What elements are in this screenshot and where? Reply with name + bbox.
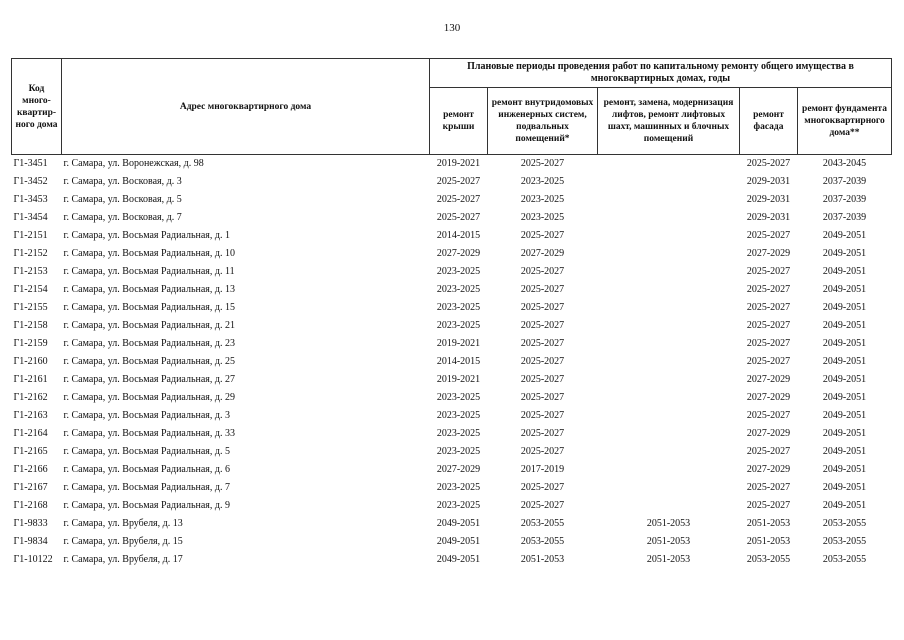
table-row (12, 371, 892, 389)
cell-systems: 2053-2055 (520, 518, 565, 529)
cell-facade: 2025-2027 (746, 410, 791, 421)
cell-roof: 2023-2025 (436, 320, 481, 331)
cell-foundation: 2053-2055 (822, 536, 867, 547)
cell-foundation: 2037-2039 (822, 176, 867, 187)
cell-elevators (598, 497, 740, 515)
cell-facade: 2025-2027 (746, 356, 791, 367)
header-elevators: ремонт, замена, модернизация лифтов, ремонт лифтовых шахт, машинных и блочных помещений (598, 88, 740, 155)
cell-address: г. Самара, ул. Восьмая Радиальная, д. 11 (63, 266, 235, 277)
cell-code: Г1-3453 (13, 194, 48, 205)
table-row (12, 227, 892, 245)
cell-systems: 2025-2027 (520, 158, 565, 169)
cell-elevators (598, 263, 740, 281)
cell-code: Г1-2166 (13, 464, 48, 475)
cell-roof: 2049-2051 (436, 518, 481, 529)
cell-code: Г1-9834 (13, 536, 48, 547)
cell-code: Г1-2168 (13, 500, 48, 511)
cell-roof: 2023-2025 (436, 392, 481, 403)
table-row (12, 245, 892, 263)
capital-repair-table (11, 58, 892, 569)
cell-elevators (598, 173, 740, 191)
cell-code: Г1-2158 (13, 320, 48, 331)
cell-systems: 2025-2027 (520, 266, 565, 277)
cell-systems: 2025-2027 (520, 500, 565, 511)
header-roof: ремонт крыши (430, 88, 488, 155)
cell-roof: 2049-2051 (436, 536, 481, 547)
header-address: Адрес многоквартирного дома (62, 59, 430, 155)
cell-systems: 2023-2025 (520, 212, 565, 223)
cell-code: Г1-2164 (13, 428, 48, 439)
cell-elevators (598, 479, 740, 497)
cell-code: Г1-2161 (13, 374, 48, 385)
table-row (12, 281, 892, 299)
table-row (12, 425, 892, 443)
page-number: 130 (443, 22, 461, 34)
cell-foundation: 2037-2039 (822, 194, 867, 205)
table-row (12, 353, 892, 371)
cell-facade: 2029-2031 (746, 194, 791, 205)
cell-facade: 2027-2029 (746, 428, 791, 439)
table-row (12, 443, 892, 461)
cell-code: Г1-2151 (13, 230, 48, 241)
cell-elevators: 2051-2053 (646, 518, 691, 529)
cell-elevators (598, 245, 740, 263)
table-row (12, 209, 892, 227)
cell-foundation: 2049-2051 (822, 482, 867, 493)
cell-elevators (598, 209, 740, 227)
cell-systems: 2023-2025 (520, 176, 565, 187)
cell-systems: 2025-2027 (520, 302, 565, 313)
cell-address: г. Самара, ул. Воронежская, д. 98 (63, 158, 204, 169)
cell-address: г. Самара, ул. Восьмая Радиальная, д. 1 (63, 230, 230, 241)
cell-systems: 2025-2027 (520, 320, 565, 331)
cell-systems: 2025-2027 (520, 446, 565, 457)
cell-systems: 2017-2019 (520, 464, 565, 475)
cell-foundation: 2049-2051 (822, 392, 867, 403)
cell-systems: 2053-2055 (520, 536, 565, 547)
cell-elevators: 2051-2053 (646, 536, 691, 547)
cell-systems: 2025-2027 (520, 410, 565, 421)
cell-foundation: 2049-2051 (822, 266, 867, 277)
cell-elevators (598, 335, 740, 353)
cell-roof: 2023-2025 (436, 482, 481, 493)
cell-roof: 2019-2021 (436, 338, 481, 349)
cell-address: г. Самара, ул. Врубеля, д. 17 (63, 554, 183, 565)
cell-systems: 2025-2027 (520, 284, 565, 295)
cell-roof: 2023-2025 (436, 446, 481, 457)
cell-address: г. Самара, ул. Врубеля, д. 13 (63, 518, 183, 529)
cell-code: Г1-2163 (13, 410, 48, 421)
cell-elevators (598, 371, 740, 389)
cell-facade: 2029-2031 (746, 176, 791, 187)
cell-foundation: 2049-2051 (822, 446, 867, 457)
cell-address: г. Самара, ул. Восьмая Радиальная, д. 7 (63, 482, 230, 493)
cell-address: г. Самара, ул. Восковая, д. 5 (63, 194, 182, 205)
cell-code: Г1-2152 (13, 248, 48, 259)
header-code: Код много-квартир-ного дома (12, 59, 62, 155)
cell-foundation: 2053-2055 (822, 518, 867, 529)
cell-address: г. Самара, ул. Восковая, д. 7 (63, 212, 182, 223)
table-row (12, 407, 892, 425)
table-row (12, 173, 892, 191)
cell-elevators (598, 191, 740, 209)
cell-systems: 2025-2027 (520, 356, 565, 367)
cell-elevators (598, 281, 740, 299)
cell-elevators (598, 425, 740, 443)
cell-address: г. Самара, ул. Восьмая Радиальная, д. 3 (63, 410, 230, 421)
cell-address: г. Самара, ул. Восковая, д. 3 (63, 176, 182, 187)
cell-roof: 2025-2027 (436, 194, 481, 205)
cell-roof: 2023-2025 (436, 410, 481, 421)
cell-foundation: 2053-2055 (822, 554, 867, 565)
cell-foundation: 2049-2051 (822, 320, 867, 331)
cell-code: Г1-3452 (13, 176, 48, 187)
cell-systems: 2025-2027 (520, 338, 565, 349)
cell-code: Г1-10122 (13, 554, 53, 565)
cell-foundation: 2049-2051 (822, 500, 867, 511)
cell-elevators (598, 299, 740, 317)
cell-roof: 2023-2025 (436, 266, 481, 277)
cell-systems: 2051-2053 (520, 554, 565, 565)
cell-facade: 2025-2027 (746, 284, 791, 295)
header-foundation: ремонт фундамента многоквартирного дома** (798, 88, 892, 155)
cell-elevators (598, 407, 740, 425)
table-row (12, 191, 892, 209)
cell-address: г. Самара, ул. Врубеля, д. 15 (63, 536, 183, 547)
cell-roof: 2014-2015 (436, 230, 481, 241)
cell-code: Г1-2159 (13, 338, 48, 349)
cell-address: г. Самара, ул. Восьмая Радиальная, д. 21 (63, 320, 235, 331)
cell-address: г. Самара, ул. Восьмая Радиальная, д. 15 (63, 302, 235, 313)
cell-roof: 2027-2029 (436, 248, 481, 259)
cell-foundation: 2049-2051 (822, 410, 867, 421)
cell-roof: 2023-2025 (436, 500, 481, 511)
cell-systems: 2025-2027 (520, 428, 565, 439)
cell-facade: 2025-2027 (746, 230, 791, 241)
cell-code: Г1-3454 (13, 212, 48, 223)
cell-foundation: 2043-2045 (822, 158, 867, 169)
cell-address: г. Самара, ул. Восьмая Радиальная, д. 6 (63, 464, 230, 475)
header-facade: ремонт фасада (740, 88, 798, 155)
cell-elevators (598, 461, 740, 479)
table-row (12, 551, 892, 569)
cell-foundation: 2049-2051 (822, 302, 867, 313)
cell-foundation: 2049-2051 (822, 284, 867, 295)
cell-foundation: 2049-2051 (822, 248, 867, 259)
cell-systems: 2023-2025 (520, 194, 565, 205)
cell-facade: 2025-2027 (746, 320, 791, 331)
table-row (12, 317, 892, 335)
cell-roof: 2023-2025 (436, 428, 481, 439)
cell-systems: 2025-2027 (520, 482, 565, 493)
cell-foundation: 2049-2051 (822, 464, 867, 475)
table-row (12, 479, 892, 497)
cell-systems: 2027-2029 (520, 248, 565, 259)
cell-foundation: 2037-2039 (822, 212, 867, 223)
cell-code: Г1-2154 (13, 284, 48, 295)
cell-roof: 2049-2051 (436, 554, 481, 565)
cell-facade: 2027-2029 (746, 374, 791, 385)
cell-address: г. Самара, ул. Восьмая Радиальная, д. 13 (63, 284, 235, 295)
table-row (12, 263, 892, 281)
cell-address: г. Самара, ул. Восьмая Радиальная, д. 10 (63, 248, 235, 259)
cell-elevators: 2051-2053 (646, 554, 691, 565)
cell-roof: 2025-2027 (436, 212, 481, 223)
cell-code: Г1-2153 (13, 266, 48, 277)
cell-systems: 2025-2027 (520, 374, 565, 385)
table-row (12, 299, 892, 317)
cell-code: Г1-2162 (13, 392, 48, 403)
cell-elevators (598, 443, 740, 461)
cell-foundation: 2049-2051 (822, 230, 867, 241)
cell-code: Г1-2155 (13, 302, 48, 313)
header-periods-group: Плановые периоды проведения работ по капитальному ремонту общего имущества в многоквартирных домах, годы (430, 59, 892, 88)
cell-systems: 2025-2027 (520, 392, 565, 403)
table-row (12, 497, 892, 515)
table-row (12, 335, 892, 353)
cell-foundation: 2049-2051 (822, 428, 867, 439)
cell-roof: 2023-2025 (436, 302, 481, 313)
cell-roof: 2023-2025 (436, 284, 481, 295)
cell-elevators (598, 317, 740, 335)
cell-facade: 2025-2027 (746, 338, 791, 349)
cell-roof: 2019-2021 (436, 158, 481, 169)
cell-systems: 2025-2027 (520, 230, 565, 241)
table-row (12, 515, 892, 533)
cell-address: г. Самара, ул. Восьмая Радиальная, д. 33 (63, 428, 235, 439)
cell-roof: 2019-2021 (436, 374, 481, 385)
cell-code: Г1-2167 (13, 482, 48, 493)
cell-roof: 2027-2029 (436, 464, 481, 475)
cell-address: г. Самара, ул. Восьмая Радиальная, д. 25 (63, 356, 235, 367)
cell-facade: 2025-2027 (746, 482, 791, 493)
header-systems: ремонт внутридомовых инженерных систем, подвальных помещений* (488, 88, 598, 155)
cell-elevators (598, 353, 740, 371)
cell-address: г. Самара, ул. Восьмая Радиальная, д. 27 (63, 374, 235, 385)
cell-facade: 2051-2053 (746, 518, 791, 529)
cell-code: Г1-2160 (13, 356, 48, 367)
cell-facade: 2025-2027 (746, 302, 791, 313)
cell-facade: 2025-2027 (746, 158, 791, 169)
cell-roof: 2014-2015 (436, 356, 481, 367)
cell-address: г. Самара, ул. Восьмая Радиальная, д. 5 (63, 446, 230, 457)
cell-code: Г1-2165 (13, 446, 48, 457)
cell-address: г. Самара, ул. Восьмая Радиальная, д. 23 (63, 338, 235, 349)
cell-facade: 2027-2029 (746, 464, 791, 475)
cell-elevators (598, 227, 740, 245)
cell-foundation: 2049-2051 (822, 374, 867, 385)
cell-foundation: 2049-2051 (822, 338, 867, 349)
cell-facade: 2025-2027 (746, 446, 791, 457)
cell-facade: 2025-2027 (746, 500, 791, 511)
cell-roof: 2025-2027 (436, 176, 481, 187)
cell-elevators (598, 389, 740, 407)
table-row (12, 155, 892, 174)
cell-facade: 2053-2055 (746, 554, 791, 565)
table-row (12, 533, 892, 551)
cell-facade: 2029-2031 (746, 212, 791, 223)
table-row (12, 461, 892, 479)
cell-facade: 2025-2027 (746, 266, 791, 277)
cell-code: Г1-3451 (13, 158, 48, 169)
cell-address: г. Самара, ул. Восьмая Радиальная, д. 29 (63, 392, 235, 403)
cell-facade: 2027-2029 (746, 248, 791, 259)
cell-facade: 2051-2053 (746, 536, 791, 547)
cell-foundation: 2049-2051 (822, 356, 867, 367)
cell-code: Г1-9833 (13, 518, 48, 529)
cell-address: г. Самара, ул. Восьмая Радиальная, д. 9 (63, 500, 230, 511)
cell-facade: 2027-2029 (746, 392, 791, 403)
cell-elevators (598, 155, 740, 174)
table-row (12, 389, 892, 407)
